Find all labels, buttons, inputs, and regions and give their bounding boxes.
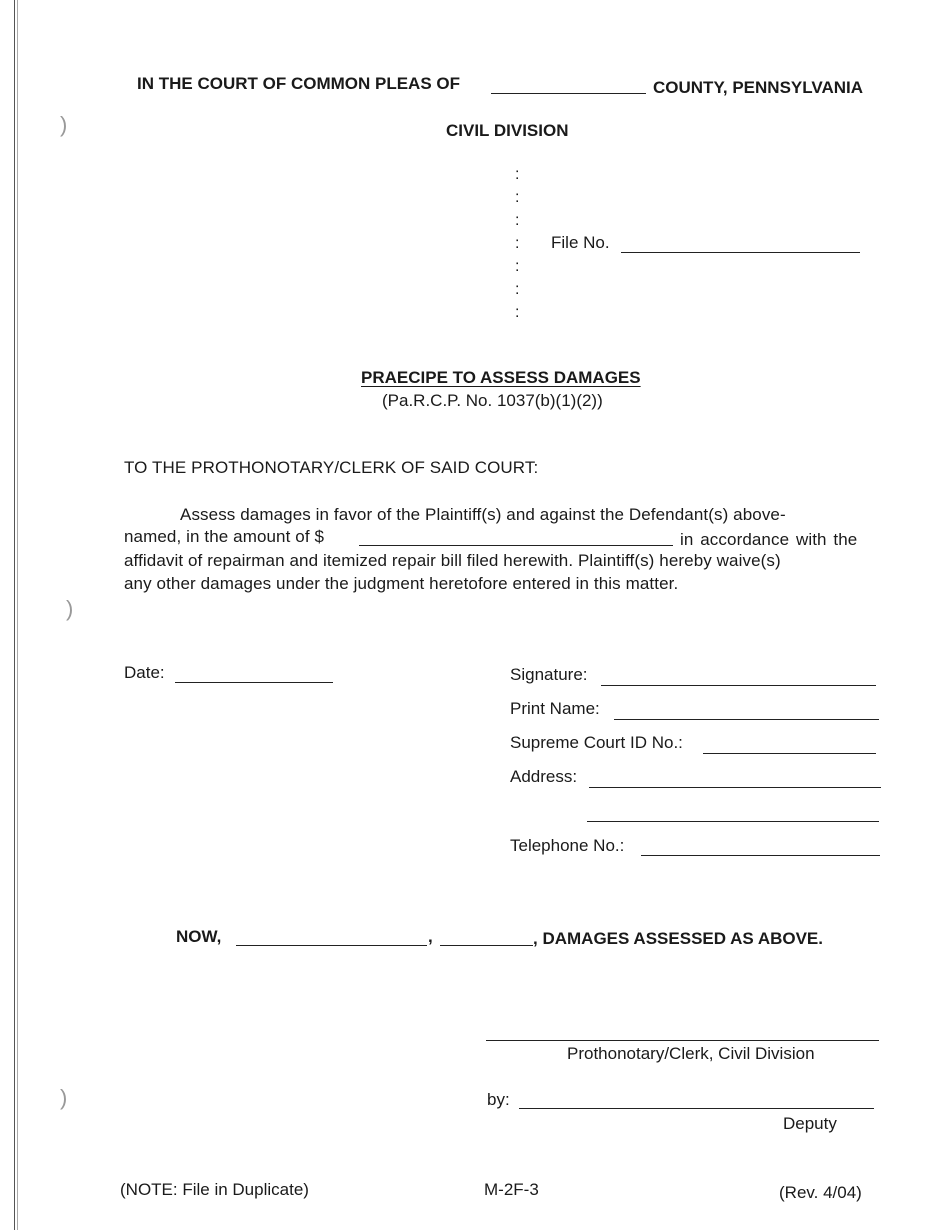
punch-hole-mark: ): [60, 112, 68, 137]
assessment-date-field[interactable]: [236, 945, 427, 946]
punch-hole-mark: ): [60, 1085, 68, 1110]
amount-field[interactable]: [359, 545, 673, 546]
caption-colon: :: [515, 166, 520, 183]
court-name-prefix: IN THE COURT OF COMMON PLEAS OF: [137, 74, 460, 93]
form-title: PRAECIPE TO ASSESS DAMAGES: [361, 368, 641, 387]
body-line-1: Assess damages in favor of the Plaintiff(s) and against the Defendant(s) above-: [180, 505, 786, 524]
page-edge-line: [14, 0, 15, 1230]
form-number: M-2F-3: [484, 1180, 539, 1199]
caption-colon: :: [515, 304, 520, 321]
body-line-2-end: in accordance with the: [680, 530, 858, 549]
assessment-year-field[interactable]: [440, 945, 533, 946]
print-name-label: Print Name:: [510, 699, 600, 718]
damages-assessed-statement: , DAMAGES ASSESSED AS ABOVE.: [533, 929, 823, 948]
body-line-4: any other damages under the judgment heretofore entered in this matter.: [124, 574, 679, 593]
punch-hole-mark: ): [66, 596, 74, 621]
date-label: Date:: [124, 663, 165, 682]
page-edge-shadow: [17, 0, 18, 1230]
assessment-comma: ,: [428, 927, 433, 946]
telephone-label: Telephone No.:: [510, 836, 625, 855]
county-blank-line[interactable]: [491, 93, 646, 94]
revision-date: (Rev. 4/04): [779, 1183, 862, 1202]
addressee-line: TO THE PROTHONOTARY/CLERK OF SAID COURT:: [124, 458, 539, 477]
now-label: NOW,: [176, 927, 222, 946]
file-no-label: File No.: [551, 233, 610, 252]
signature-field[interactable]: [601, 685, 876, 686]
footer-note: (NOTE: File in Duplicate): [120, 1180, 309, 1199]
caption-colon: :: [515, 212, 520, 229]
court-name-suffix: COUNTY, PENNSYLVANIA: [653, 78, 864, 97]
by-label: by:: [487, 1090, 510, 1109]
body-line-3: affidavit of repairman and itemized repair bill filed herewith. Plaintiff(s) hereby waive(s): [124, 551, 781, 570]
supreme-court-id-field[interactable]: [703, 753, 876, 754]
caption-colon: :: [515, 235, 520, 252]
address-field-line-1[interactable]: [589, 787, 881, 788]
caption-colon: :: [515, 258, 520, 275]
caption-colon: :: [515, 281, 520, 298]
print-name-field[interactable]: [614, 719, 879, 720]
body-line-2-start: named, in the amount of $: [124, 527, 325, 546]
clerk-signature-line[interactable]: [486, 1040, 879, 1041]
file-no-field[interactable]: [621, 252, 860, 253]
deputy-label: Deputy: [783, 1114, 837, 1133]
caption-colon: :: [515, 189, 520, 206]
rule-citation: (Pa.R.C.P. No. 1037(b)(1)(2)): [382, 391, 603, 410]
clerk-title: Prothonotary/Clerk, Civil Division: [567, 1044, 815, 1063]
signature-label: Signature:: [510, 665, 588, 684]
supreme-court-id-label: Supreme Court ID No.:: [510, 733, 683, 752]
date-field[interactable]: [175, 682, 333, 683]
division-heading: CIVIL DIVISION: [446, 121, 569, 140]
address-label: Address:: [510, 767, 578, 786]
telephone-field[interactable]: [641, 855, 880, 856]
deputy-signature-field[interactable]: [519, 1108, 874, 1109]
address-field-line-2[interactable]: [587, 821, 879, 822]
